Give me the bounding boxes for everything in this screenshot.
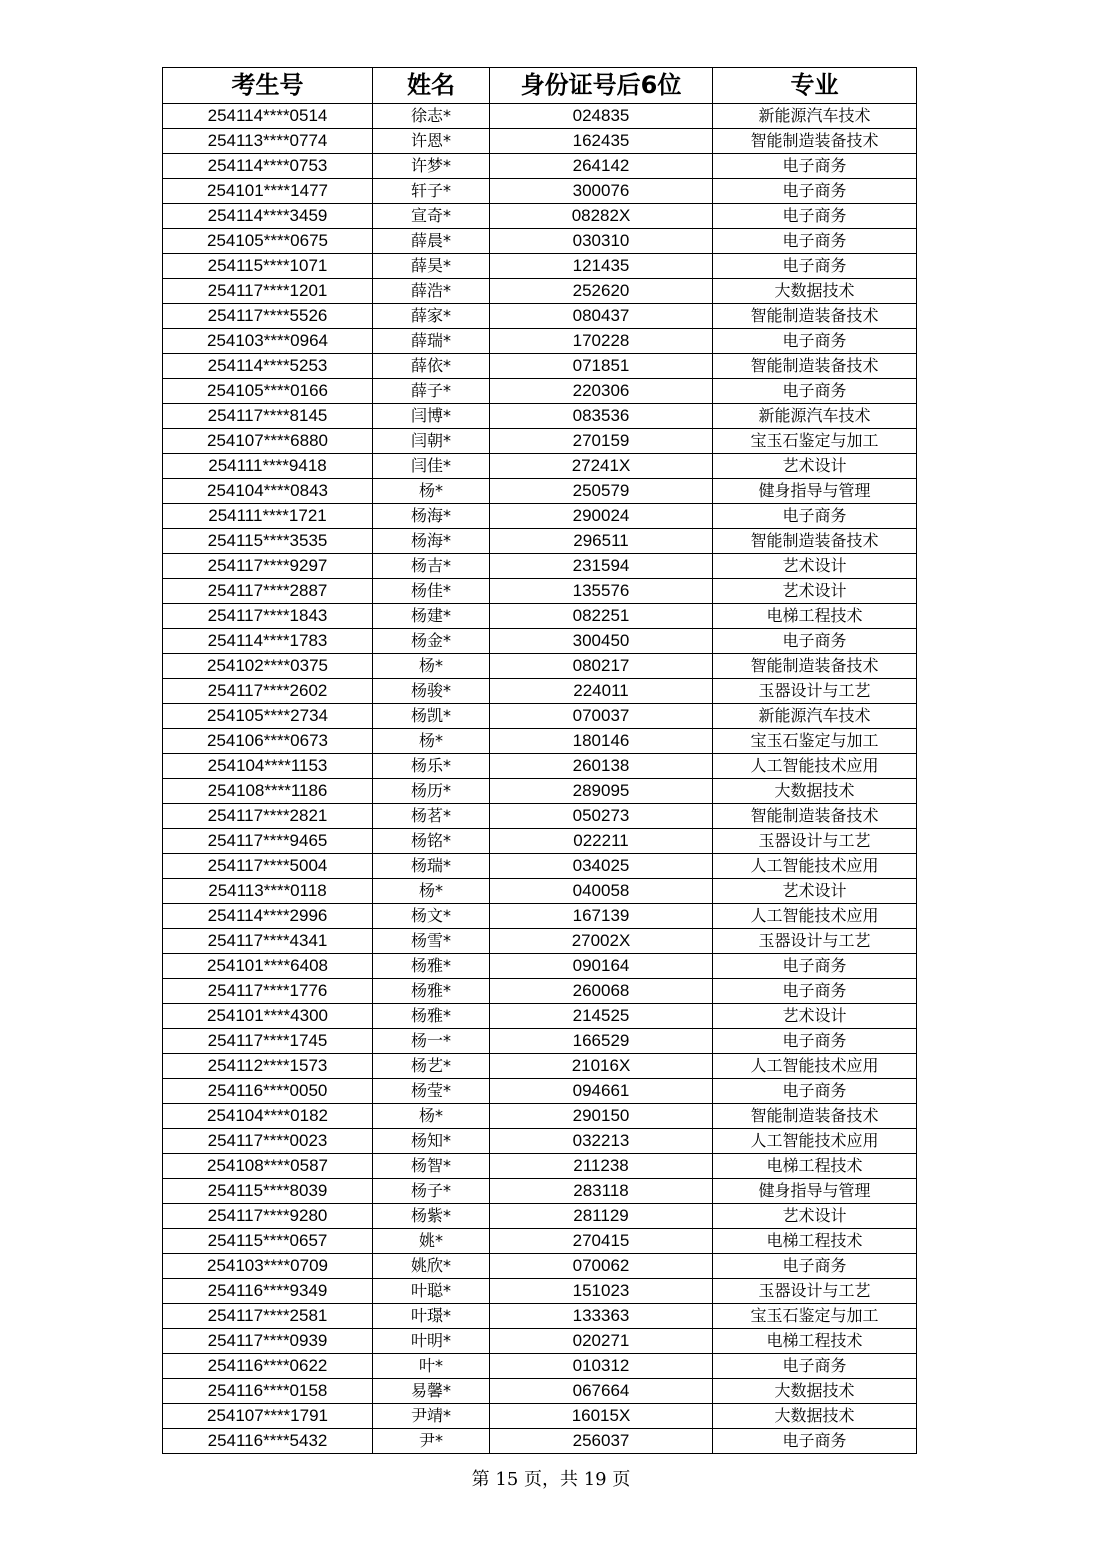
table-row (163, 504, 917, 529)
id-last6-cell: 167139 (490, 904, 713, 929)
table-row (163, 1104, 917, 1129)
id-last6-cell: 260068 (490, 979, 713, 1004)
candidate-number-cell: 254108****1186 (163, 779, 373, 804)
name-cell: 闫佳* (373, 454, 490, 479)
id-last6-cell: 166529 (490, 1029, 713, 1054)
id-last6-cell: 070062 (490, 1254, 713, 1279)
name-cell: 姚* (373, 1229, 490, 1254)
candidate-number-cell: 254104****0182 (163, 1104, 373, 1129)
name-cell: 杨艺* (373, 1054, 490, 1079)
candidate-number-cell: 254114****0753 (163, 154, 373, 179)
name-cell: 杨金* (373, 629, 490, 654)
id-last6-cell: 094661 (490, 1079, 713, 1104)
name-cell: 杨* (373, 879, 490, 904)
id-last6-cell: 010312 (490, 1354, 713, 1379)
table-row (163, 154, 917, 179)
candidate-number-cell: 254108****0587 (163, 1154, 373, 1179)
id-last6-cell: 214525 (490, 1004, 713, 1029)
name-cell: 薛昊* (373, 254, 490, 279)
name-cell: 杨雅* (373, 954, 490, 979)
major-cell: 人工智能技术应用 (713, 1129, 917, 1154)
table-row (163, 1329, 917, 1354)
candidate-number-cell: 254104****1153 (163, 754, 373, 779)
major-cell: 健身指导与管理 (713, 479, 917, 504)
name-cell: 杨凯* (373, 704, 490, 729)
table-row (163, 1129, 917, 1154)
id-last6-cell: 21016X (490, 1054, 713, 1079)
candidate-number-cell: 254117****0023 (163, 1129, 373, 1154)
major-cell: 电梯工程技术 (713, 1154, 917, 1179)
name-cell: 闫朝* (373, 429, 490, 454)
name-cell: 杨建* (373, 604, 490, 629)
candidate-number-cell: 254117****1201 (163, 279, 373, 304)
table-row (163, 554, 917, 579)
name-cell: 杨历* (373, 779, 490, 804)
table-row (163, 104, 917, 129)
table-row (163, 904, 917, 929)
major-cell: 艺术设计 (713, 554, 917, 579)
id-last6-cell: 290150 (490, 1104, 713, 1129)
candidate-number-cell: 254103****0964 (163, 329, 373, 354)
name-cell: 杨乐* (373, 754, 490, 779)
name-cell: 薛晨* (373, 229, 490, 254)
id-last6-cell: 162435 (490, 129, 713, 154)
table-row (163, 1379, 917, 1404)
table-row (163, 654, 917, 679)
name-cell: 宣奇* (373, 204, 490, 229)
major-cell: 智能制造装备技术 (713, 304, 917, 329)
table-row (163, 629, 917, 654)
id-last6-cell: 231594 (490, 554, 713, 579)
candidate-number-cell: 254111****1721 (163, 504, 373, 529)
table-row (163, 604, 917, 629)
name-cell: 杨雅* (373, 1004, 490, 1029)
candidate-number-cell: 254116****0158 (163, 1379, 373, 1404)
major-cell: 智能制造装备技术 (713, 1104, 917, 1129)
name-cell: 杨佳* (373, 579, 490, 604)
name-cell: 杨紫* (373, 1204, 490, 1229)
table-row (163, 579, 917, 604)
name-cell: 杨莹* (373, 1079, 490, 1104)
major-cell: 电子商务 (713, 1029, 917, 1054)
name-cell: 杨茗* (373, 804, 490, 829)
major-cell: 电子商务 (713, 1429, 917, 1454)
major-cell: 电子商务 (713, 954, 917, 979)
id-last6-cell: 151023 (490, 1279, 713, 1304)
candidate-number-cell: 254117****9297 (163, 554, 373, 579)
table-row (163, 779, 917, 804)
candidate-number-cell: 254106****0673 (163, 729, 373, 754)
id-last6-cell: 180146 (490, 729, 713, 754)
name-cell: 杨吉* (373, 554, 490, 579)
table-row (163, 679, 917, 704)
table-row (163, 1354, 917, 1379)
candidate-number-cell: 254107****6880 (163, 429, 373, 454)
major-cell: 电子商务 (713, 979, 917, 1004)
candidate-number-cell: 254114****5253 (163, 354, 373, 379)
table-row (163, 1304, 917, 1329)
id-last6-cell: 080217 (490, 654, 713, 679)
major-cell: 电子商务 (713, 1354, 917, 1379)
name-cell: 杨一* (373, 1029, 490, 1054)
id-last6-cell: 220306 (490, 379, 713, 404)
name-cell: 杨海* (373, 504, 490, 529)
id-last6-cell: 133363 (490, 1304, 713, 1329)
major-cell: 新能源汽车技术 (713, 104, 917, 129)
name-cell: 叶聪* (373, 1279, 490, 1304)
table-row (163, 479, 917, 504)
candidate-number-cell: 254117****2821 (163, 804, 373, 829)
major-cell: 大数据技术 (713, 279, 917, 304)
table-row (163, 804, 917, 829)
id-last6-cell: 211238 (490, 1154, 713, 1179)
id-last6-cell: 290024 (490, 504, 713, 529)
table-row (163, 1029, 917, 1054)
major-cell: 大数据技术 (713, 1404, 917, 1429)
id-last6-cell: 030310 (490, 229, 713, 254)
id-last6-cell: 071851 (490, 354, 713, 379)
name-cell: 杨瑞* (373, 854, 490, 879)
major-cell: 艺术设计 (713, 1004, 917, 1029)
id-last6-cell: 083536 (490, 404, 713, 429)
table-row (163, 704, 917, 729)
candidate-number-cell: 254101****6408 (163, 954, 373, 979)
major-cell: 智能制造装备技术 (713, 529, 917, 554)
table-row (163, 829, 917, 854)
name-cell: 杨文* (373, 904, 490, 929)
table-row (163, 1404, 917, 1429)
major-cell: 电子商务 (713, 379, 917, 404)
name-cell: 杨智* (373, 1154, 490, 1179)
major-cell: 艺术设计 (713, 1204, 917, 1229)
candidate-number-cell: 254117****2602 (163, 679, 373, 704)
id-last6-cell: 08282X (490, 204, 713, 229)
candidate-number-cell: 254116****0050 (163, 1079, 373, 1104)
table-row (163, 1004, 917, 1029)
candidate-number-cell: 254116****0622 (163, 1354, 373, 1379)
table-row (163, 379, 917, 404)
major-cell: 人工智能技术应用 (713, 904, 917, 929)
name-cell: 杨海* (373, 529, 490, 554)
candidate-number-cell: 254117****4341 (163, 929, 373, 954)
major-cell: 玉器设计与工艺 (713, 1279, 917, 1304)
table-row (163, 279, 917, 304)
candidate-number-cell: 254117****0939 (163, 1329, 373, 1354)
candidate-number-cell: 254114****3459 (163, 204, 373, 229)
id-last6-cell: 256037 (490, 1429, 713, 1454)
id-last6-cell: 082251 (490, 604, 713, 629)
table-row (163, 429, 917, 454)
id-last6-cell: 300450 (490, 629, 713, 654)
header-major: 专业 (713, 68, 917, 104)
major-cell: 玉器设计与工艺 (713, 929, 917, 954)
candidate-number-cell: 254116****5432 (163, 1429, 373, 1454)
major-cell: 玉器设计与工艺 (713, 829, 917, 854)
major-cell: 人工智能技术应用 (713, 754, 917, 779)
name-cell: 姚欣* (373, 1254, 490, 1279)
id-last6-cell: 281129 (490, 1204, 713, 1229)
candidate-number-cell: 254117****5526 (163, 304, 373, 329)
id-last6-cell: 16015X (490, 1404, 713, 1429)
id-last6-cell: 27241X (490, 454, 713, 479)
table-row (163, 529, 917, 554)
candidate-number-cell: 254115****3535 (163, 529, 373, 554)
candidate-number-cell: 254117****2581 (163, 1304, 373, 1329)
id-last6-cell: 024835 (490, 104, 713, 129)
major-cell: 玉器设计与工艺 (713, 679, 917, 704)
major-cell: 智能制造装备技术 (713, 354, 917, 379)
candidate-number-cell: 254103****0709 (163, 1254, 373, 1279)
candidate-number-cell: 254114****1783 (163, 629, 373, 654)
major-cell: 电梯工程技术 (713, 1329, 917, 1354)
name-cell: 薛子* (373, 379, 490, 404)
candidate-number-cell: 254104****0843 (163, 479, 373, 504)
table-row (163, 1429, 917, 1454)
table-row (163, 1179, 917, 1204)
major-cell: 艺术设计 (713, 879, 917, 904)
candidate-number-cell: 254105****0675 (163, 229, 373, 254)
table-row (163, 454, 917, 479)
id-last6-cell: 034025 (490, 854, 713, 879)
major-cell: 电子商务 (713, 329, 917, 354)
candidate-number-cell: 254107****1791 (163, 1404, 373, 1429)
major-cell: 宝玉石鉴定与加工 (713, 1304, 917, 1329)
name-cell: 杨雅* (373, 979, 490, 1004)
name-cell: 薛浩* (373, 279, 490, 304)
name-cell: 杨* (373, 1104, 490, 1129)
candidate-number-cell: 254115****0657 (163, 1229, 373, 1254)
admission-list-table (162, 67, 917, 1454)
candidate-number-cell: 254102****0375 (163, 654, 373, 679)
major-cell: 电子商务 (713, 504, 917, 529)
name-cell: 徐志* (373, 104, 490, 129)
major-cell: 智能制造装备技术 (713, 654, 917, 679)
id-last6-cell: 121435 (490, 254, 713, 279)
table-row (163, 954, 917, 979)
major-cell: 电子商务 (713, 229, 917, 254)
major-cell: 电子商务 (713, 179, 917, 204)
candidate-number-cell: 254114****2996 (163, 904, 373, 929)
candidate-number-cell: 254117****1776 (163, 979, 373, 1004)
table-row (163, 204, 917, 229)
name-cell: 薛家* (373, 304, 490, 329)
table-row (163, 729, 917, 754)
candidate-number-cell: 254105****2734 (163, 704, 373, 729)
table-row (163, 179, 917, 204)
candidate-number-cell: 254114****0514 (163, 104, 373, 129)
id-last6-cell: 289095 (490, 779, 713, 804)
table-row (163, 254, 917, 279)
candidate-number-cell: 254101****4300 (163, 1004, 373, 1029)
major-cell: 电梯工程技术 (713, 604, 917, 629)
id-last6-cell: 300076 (490, 179, 713, 204)
candidate-number-cell: 254101****1477 (163, 179, 373, 204)
id-last6-cell: 135576 (490, 579, 713, 604)
table-row (163, 354, 917, 379)
name-cell: 叶明* (373, 1329, 490, 1354)
table-row (163, 1229, 917, 1254)
candidate-number-cell: 254113****0774 (163, 129, 373, 154)
major-cell: 艺术设计 (713, 579, 917, 604)
name-cell: 杨* (373, 479, 490, 504)
table-body (163, 104, 917, 1454)
id-last6-cell: 27002X (490, 929, 713, 954)
major-cell: 电子商务 (713, 1079, 917, 1104)
table-row (163, 929, 917, 954)
name-cell: 杨骏* (373, 679, 490, 704)
table-row (163, 1204, 917, 1229)
candidate-number-cell: 254105****0166 (163, 379, 373, 404)
candidate-number-cell: 254117****1843 (163, 604, 373, 629)
major-cell: 电梯工程技术 (713, 1229, 917, 1254)
table-row (163, 854, 917, 879)
major-cell: 大数据技术 (713, 1379, 917, 1404)
id-last6-cell: 270159 (490, 429, 713, 454)
table-header-row (163, 68, 917, 104)
header-name: 姓名 (373, 68, 490, 104)
candidate-number-cell: 254112****1573 (163, 1054, 373, 1079)
header-id-last6: 身份证号后6位 (490, 68, 713, 104)
major-cell: 人工智能技术应用 (713, 854, 917, 879)
name-cell: 杨* (373, 729, 490, 754)
id-last6-cell: 022211 (490, 829, 713, 854)
id-last6-cell: 170228 (490, 329, 713, 354)
table-row (163, 304, 917, 329)
major-cell: 大数据技术 (713, 779, 917, 804)
candidate-number-cell: 254116****9349 (163, 1279, 373, 1304)
table-row (163, 229, 917, 254)
id-last6-cell: 260138 (490, 754, 713, 779)
major-cell: 健身指导与管理 (713, 1179, 917, 1204)
major-cell: 电子商务 (713, 154, 917, 179)
major-cell: 电子商务 (713, 204, 917, 229)
name-cell: 易馨* (373, 1379, 490, 1404)
id-last6-cell: 032213 (490, 1129, 713, 1154)
table-row (163, 754, 917, 779)
table-row (163, 404, 917, 429)
id-last6-cell: 283118 (490, 1179, 713, 1204)
name-cell: 叶璟* (373, 1304, 490, 1329)
name-cell: 杨* (373, 654, 490, 679)
candidate-number-cell: 254117****8145 (163, 404, 373, 429)
name-cell: 杨子* (373, 1179, 490, 1204)
major-cell: 人工智能技术应用 (713, 1054, 917, 1079)
candidate-number-cell: 254111****9418 (163, 454, 373, 479)
major-cell: 新能源汽车技术 (713, 704, 917, 729)
major-cell: 新能源汽车技术 (713, 404, 917, 429)
table-row (163, 1079, 917, 1104)
name-cell: 杨雪* (373, 929, 490, 954)
name-cell: 叶* (373, 1354, 490, 1379)
major-cell: 宝玉石鉴定与加工 (713, 729, 917, 754)
candidate-number-cell: 254117****9465 (163, 829, 373, 854)
name-cell: 许恩* (373, 129, 490, 154)
table-row (163, 1154, 917, 1179)
name-cell: 闫博* (373, 404, 490, 429)
candidate-number-cell: 254117****2887 (163, 579, 373, 604)
candidate-number-cell: 254113****0118 (163, 879, 373, 904)
id-last6-cell: 296511 (490, 529, 713, 554)
id-last6-cell: 090164 (490, 954, 713, 979)
name-cell: 薛瑞* (373, 329, 490, 354)
id-last6-cell: 067664 (490, 1379, 713, 1404)
table-row (163, 979, 917, 1004)
name-cell: 许梦* (373, 154, 490, 179)
candidate-number-cell: 254115****8039 (163, 1179, 373, 1204)
name-cell: 杨知* (373, 1129, 490, 1154)
table-row (163, 879, 917, 904)
id-last6-cell: 080437 (490, 304, 713, 329)
table-row (163, 329, 917, 354)
id-last6-cell: 050273 (490, 804, 713, 829)
candidate-number-cell: 254117****5004 (163, 854, 373, 879)
name-cell: 杨铭* (373, 829, 490, 854)
major-cell: 智能制造装备技术 (713, 804, 917, 829)
header-candidate-number: 考生号 (163, 68, 373, 104)
id-last6-cell: 070037 (490, 704, 713, 729)
id-last6-cell: 264142 (490, 154, 713, 179)
major-cell: 电子商务 (713, 629, 917, 654)
major-cell: 智能制造装备技术 (713, 129, 917, 154)
candidate-number-cell: 254117****1745 (163, 1029, 373, 1054)
major-cell: 电子商务 (713, 1254, 917, 1279)
name-cell: 尹靖* (373, 1404, 490, 1429)
id-last6-cell: 224011 (490, 679, 713, 704)
name-cell: 薛依* (373, 354, 490, 379)
candidate-number-cell: 254115****1071 (163, 254, 373, 279)
name-cell: 轩子* (373, 179, 490, 204)
id-last6-cell: 020271 (490, 1329, 713, 1354)
name-cell: 尹* (373, 1429, 490, 1454)
id-last6-cell: 040058 (490, 879, 713, 904)
table-row (163, 129, 917, 154)
id-last6-cell: 252620 (490, 279, 713, 304)
major-cell: 宝玉石鉴定与加工 (713, 429, 917, 454)
candidate-number-cell: 254117****9280 (163, 1204, 373, 1229)
id-last6-cell: 250579 (490, 479, 713, 504)
major-cell: 艺术设计 (713, 454, 917, 479)
table-row (163, 1054, 917, 1079)
major-cell: 电子商务 (713, 254, 917, 279)
table-row (163, 1279, 917, 1304)
page-number-footer: 第 15 页，共 19 页 (471, 1469, 631, 1490)
table-row (163, 1254, 917, 1279)
id-last6-cell: 270415 (490, 1229, 713, 1254)
